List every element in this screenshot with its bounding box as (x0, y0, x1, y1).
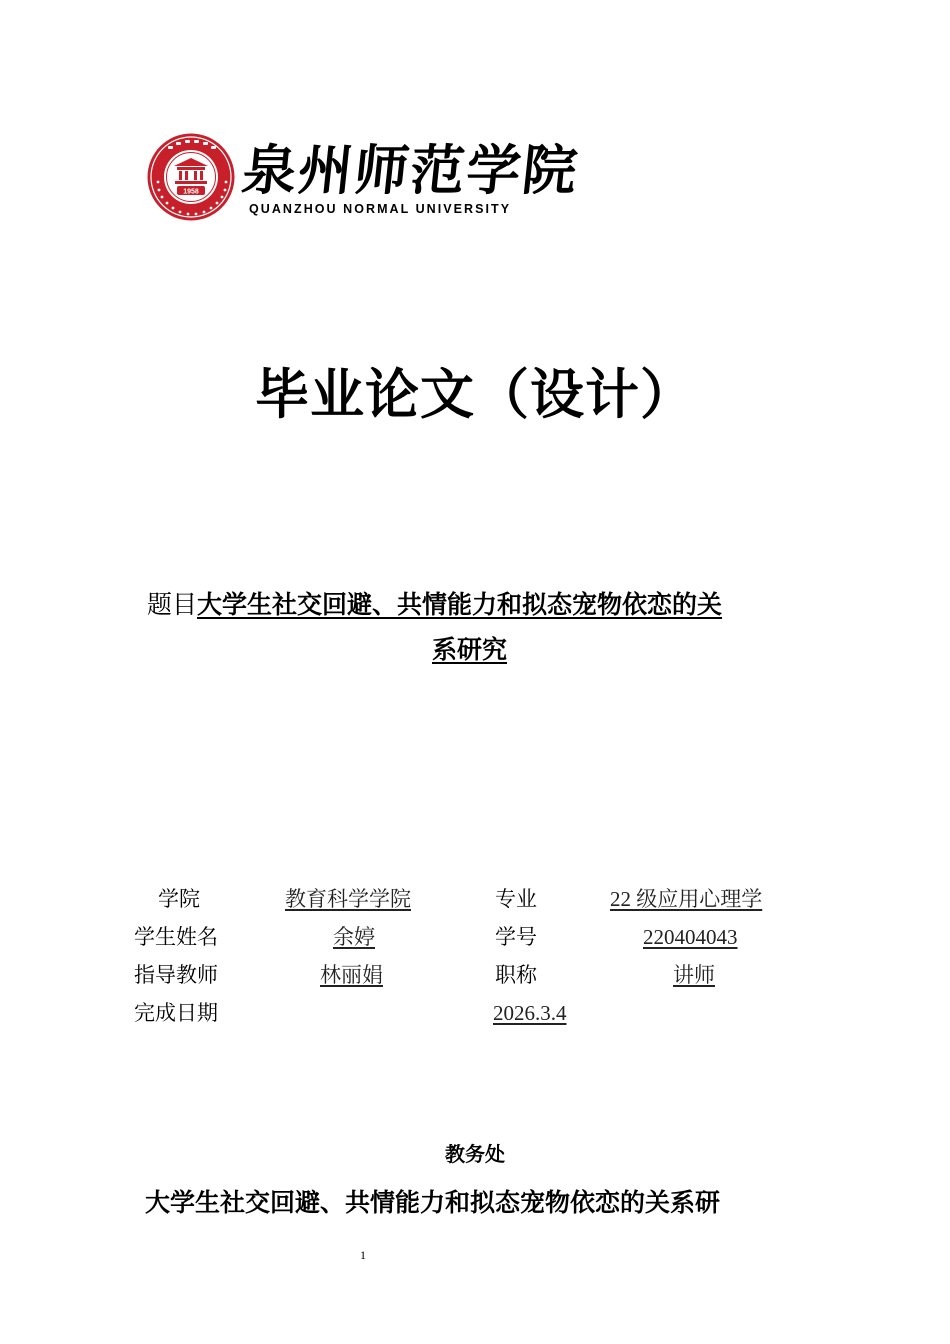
student-name-value: 余婷 (333, 925, 375, 949)
seal-year: 1958 (183, 188, 199, 196)
university-name-en: QUANZHOU NORMAL UNIVERSITY (249, 202, 512, 216)
university-seal-icon (146, 132, 236, 222)
page-title: 毕业论文（设计） (255, 363, 695, 426)
university-wordmark (239, 130, 582, 225)
topic-line-1 (147, 582, 722, 627)
major-label: 专业 (495, 887, 537, 911)
advisor-title-label: 职称 (495, 963, 537, 987)
university-name-cn: 泉州师范学院 (239, 138, 582, 202)
advisor-value: 林丽娟 (320, 963, 383, 987)
topic-label: 题目 (147, 590, 198, 619)
advisor-label: 指导教师 (134, 963, 218, 987)
topic-line-2 (432, 627, 507, 672)
college-value: 教育科学学院 (285, 887, 411, 911)
student-name-label: 学生姓名 (134, 925, 218, 949)
topic-text-2: 系研究 (432, 635, 508, 664)
advisor-title-value: 讲师 (673, 963, 715, 987)
page-number: 1 (360, 1248, 366, 1262)
completion-date-value: 2026.3.4 (493, 1001, 567, 1025)
thesis-heading: 大学生社交回避、共情能力和拟态宠物依恋的关系研 (145, 1188, 721, 1217)
student-id-label: 学号 (495, 925, 537, 949)
completion-date-label: 完成日期 (134, 1001, 218, 1025)
university-logo (146, 130, 582, 225)
student-info (0, 880, 950, 1040)
college-label: 学院 (158, 887, 200, 911)
student-id-value: 220404043 (643, 925, 738, 949)
topic-text-1: 大学生社交回避、共情能力和拟态宠物依恋的关 (197, 590, 723, 619)
academic-affairs-office: 教务处 (445, 1142, 505, 1166)
major-value: 22 级应用心理学 (610, 887, 763, 911)
